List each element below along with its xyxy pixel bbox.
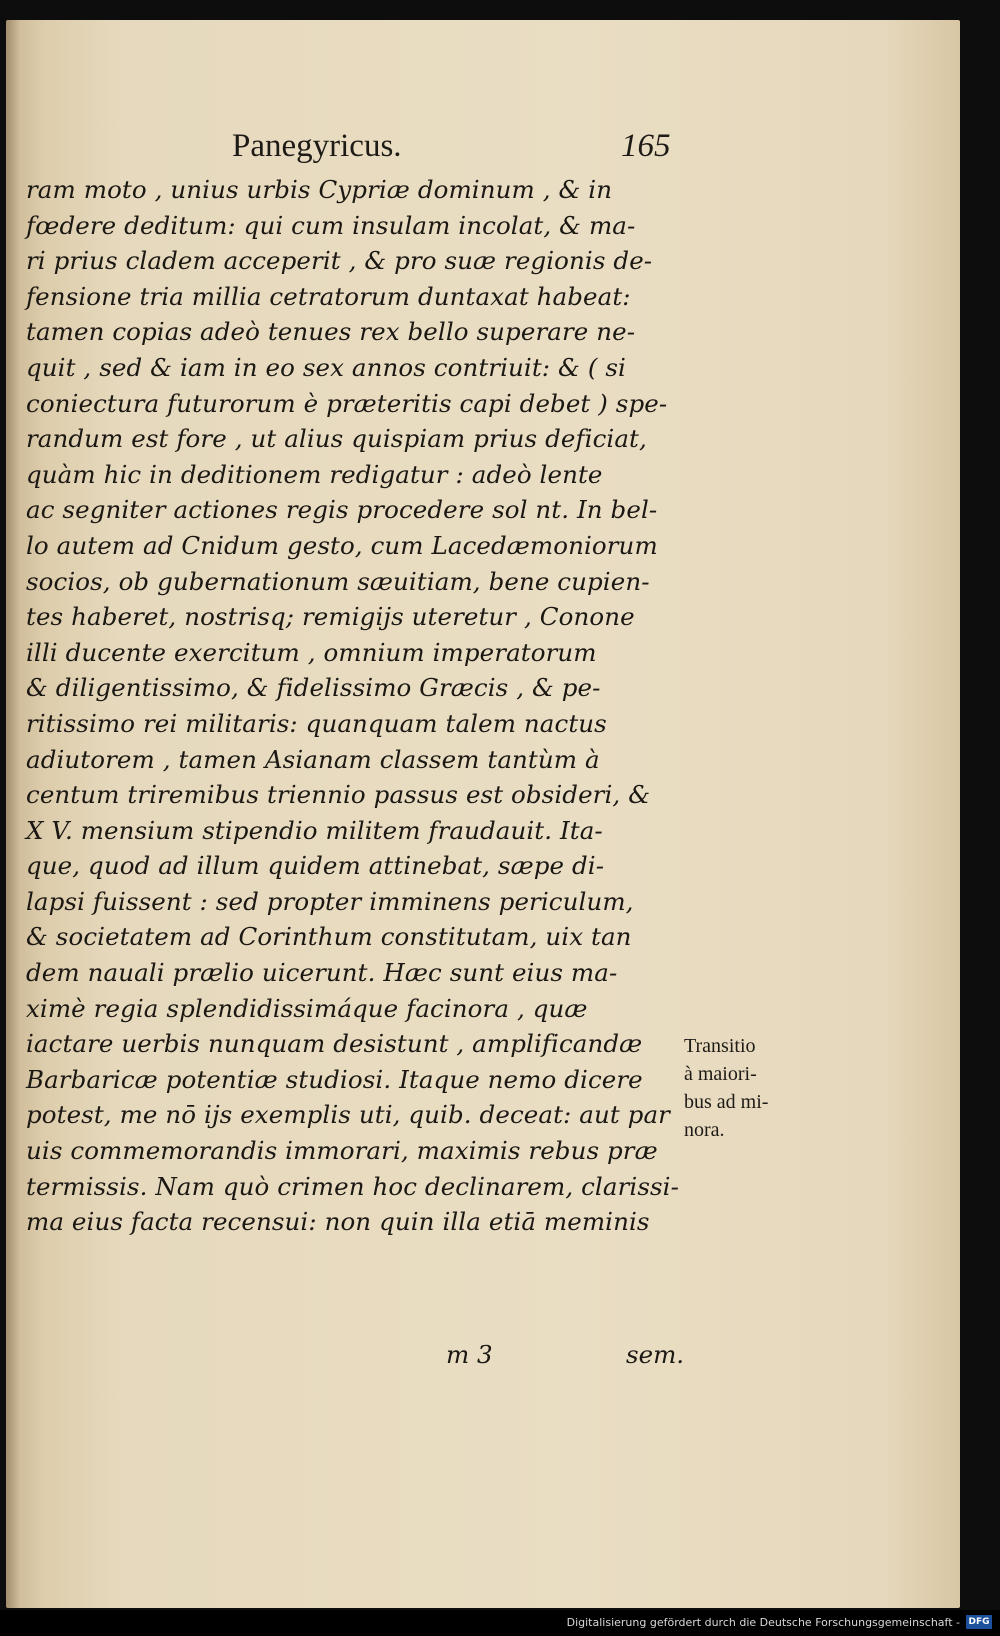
running-title: Panegyricus. [232,128,402,164]
text-line: ximè regia splendidissimáque facinora , quæ [26,993,588,1023]
marginal-note-line: Transitio [684,1035,756,1057]
text-line: quit , sed & iam in eo sex annos contriuit: & ( si [26,352,626,382]
text-line: fensione tria millia cetratorum duntaxat habeat: [26,281,631,311]
text-line: que, quod ad illum quidem attinebat, sæpe di- [26,851,605,881]
catchword: sem. [626,1340,685,1369]
text-line: socios, ob gubernationum sæuitiam, bene cupien- [26,566,650,596]
text-line: iactare uerbis nunquam desistunt , amplificandæ [26,1029,643,1059]
text-line: ma eius facta recensui: non quin illa etiā meminis [26,1207,650,1237]
text-line: ram moto , unius urbis Cypriæ dominum , & in [26,175,613,204]
text-line: X V. mensium stipendio militem fraudauit. Ita- [26,815,603,845]
page-number: 165 [621,128,671,164]
text-line: fœdere deditum: qui cum insulam incolat, & ma- [26,210,636,240]
text-line: illi ducente exercitum , omnium imperatorum [26,637,597,667]
page-header [6,128,960,172]
text-line: ac segniter actiones regis procedere sol nt. In bel- [26,495,658,525]
marginal-note [684,1032,804,1144]
text-line: Barbaricæ potentiæ studiosi. Itaque nemo dicere [26,1064,643,1094]
marginal-note-line: nora. [684,1119,725,1141]
text-line: lapsi fuissent : sed propter imminens periculum, [26,886,634,916]
book-page [6,20,960,1608]
text-line: coniectura futurorum è præteritis capi debet ) spe- [26,388,668,418]
text-line: ritissimo rei militaris: quanquam talem nactus [26,708,607,738]
text-line: lo autem ad Cnidum gesto, cum Lacedæmoniorum [26,530,658,560]
marginal-note-line: à maiori- [684,1063,757,1085]
text-line: dem nauali prælio uicerunt. Hæc sunt eius ma- [26,958,618,988]
signature-mark: m 3 [446,1340,493,1369]
text-line: tamen copias adeò tenues rex bello superare ne- [26,317,636,347]
text-line: centum triremibus triennio passus est obsideri, & [26,780,651,810]
body-text [26,172,678,1240]
text-line: tes haberet, nostrisq; remigijs uteretur , Conone [26,602,635,632]
marginal-note-line: bus ad mi- [684,1091,769,1113]
text-line: quàm hic in deditionem redigatur : adeò lente [26,459,603,489]
text-line: randum est fore , ut alius quispiam prius deficiat, [26,424,647,454]
text-line: & diligentissimo, & fidelissimo Græcis , & pe- [26,673,601,703]
dfg-logo: DFG [966,1615,992,1629]
text-line: uis commemorandis immorari, maximis rebus præ [26,1136,658,1166]
footer-bar [0,1610,1000,1636]
catchword-line [26,1340,685,1376]
text-line: termissis. Nam quò crimen hoc declinarem, clarissi- [26,1171,679,1201]
text-line: adiutorem , tamen Asianam classem tantùm à [26,744,600,774]
text-line: ri prius cladem acceperit , & pro suæ regionis de- [26,246,653,276]
text-line: & societatem ad Corinthum constitutam, uix tan [26,922,632,952]
text-line: potest, me nō ijs exemplis uti, quib. deceat: aut par [26,1100,670,1130]
funding-credit: Digitalisierung gefördert durch die Deutsche Forschungsgemeinschaft - [566,1616,960,1629]
